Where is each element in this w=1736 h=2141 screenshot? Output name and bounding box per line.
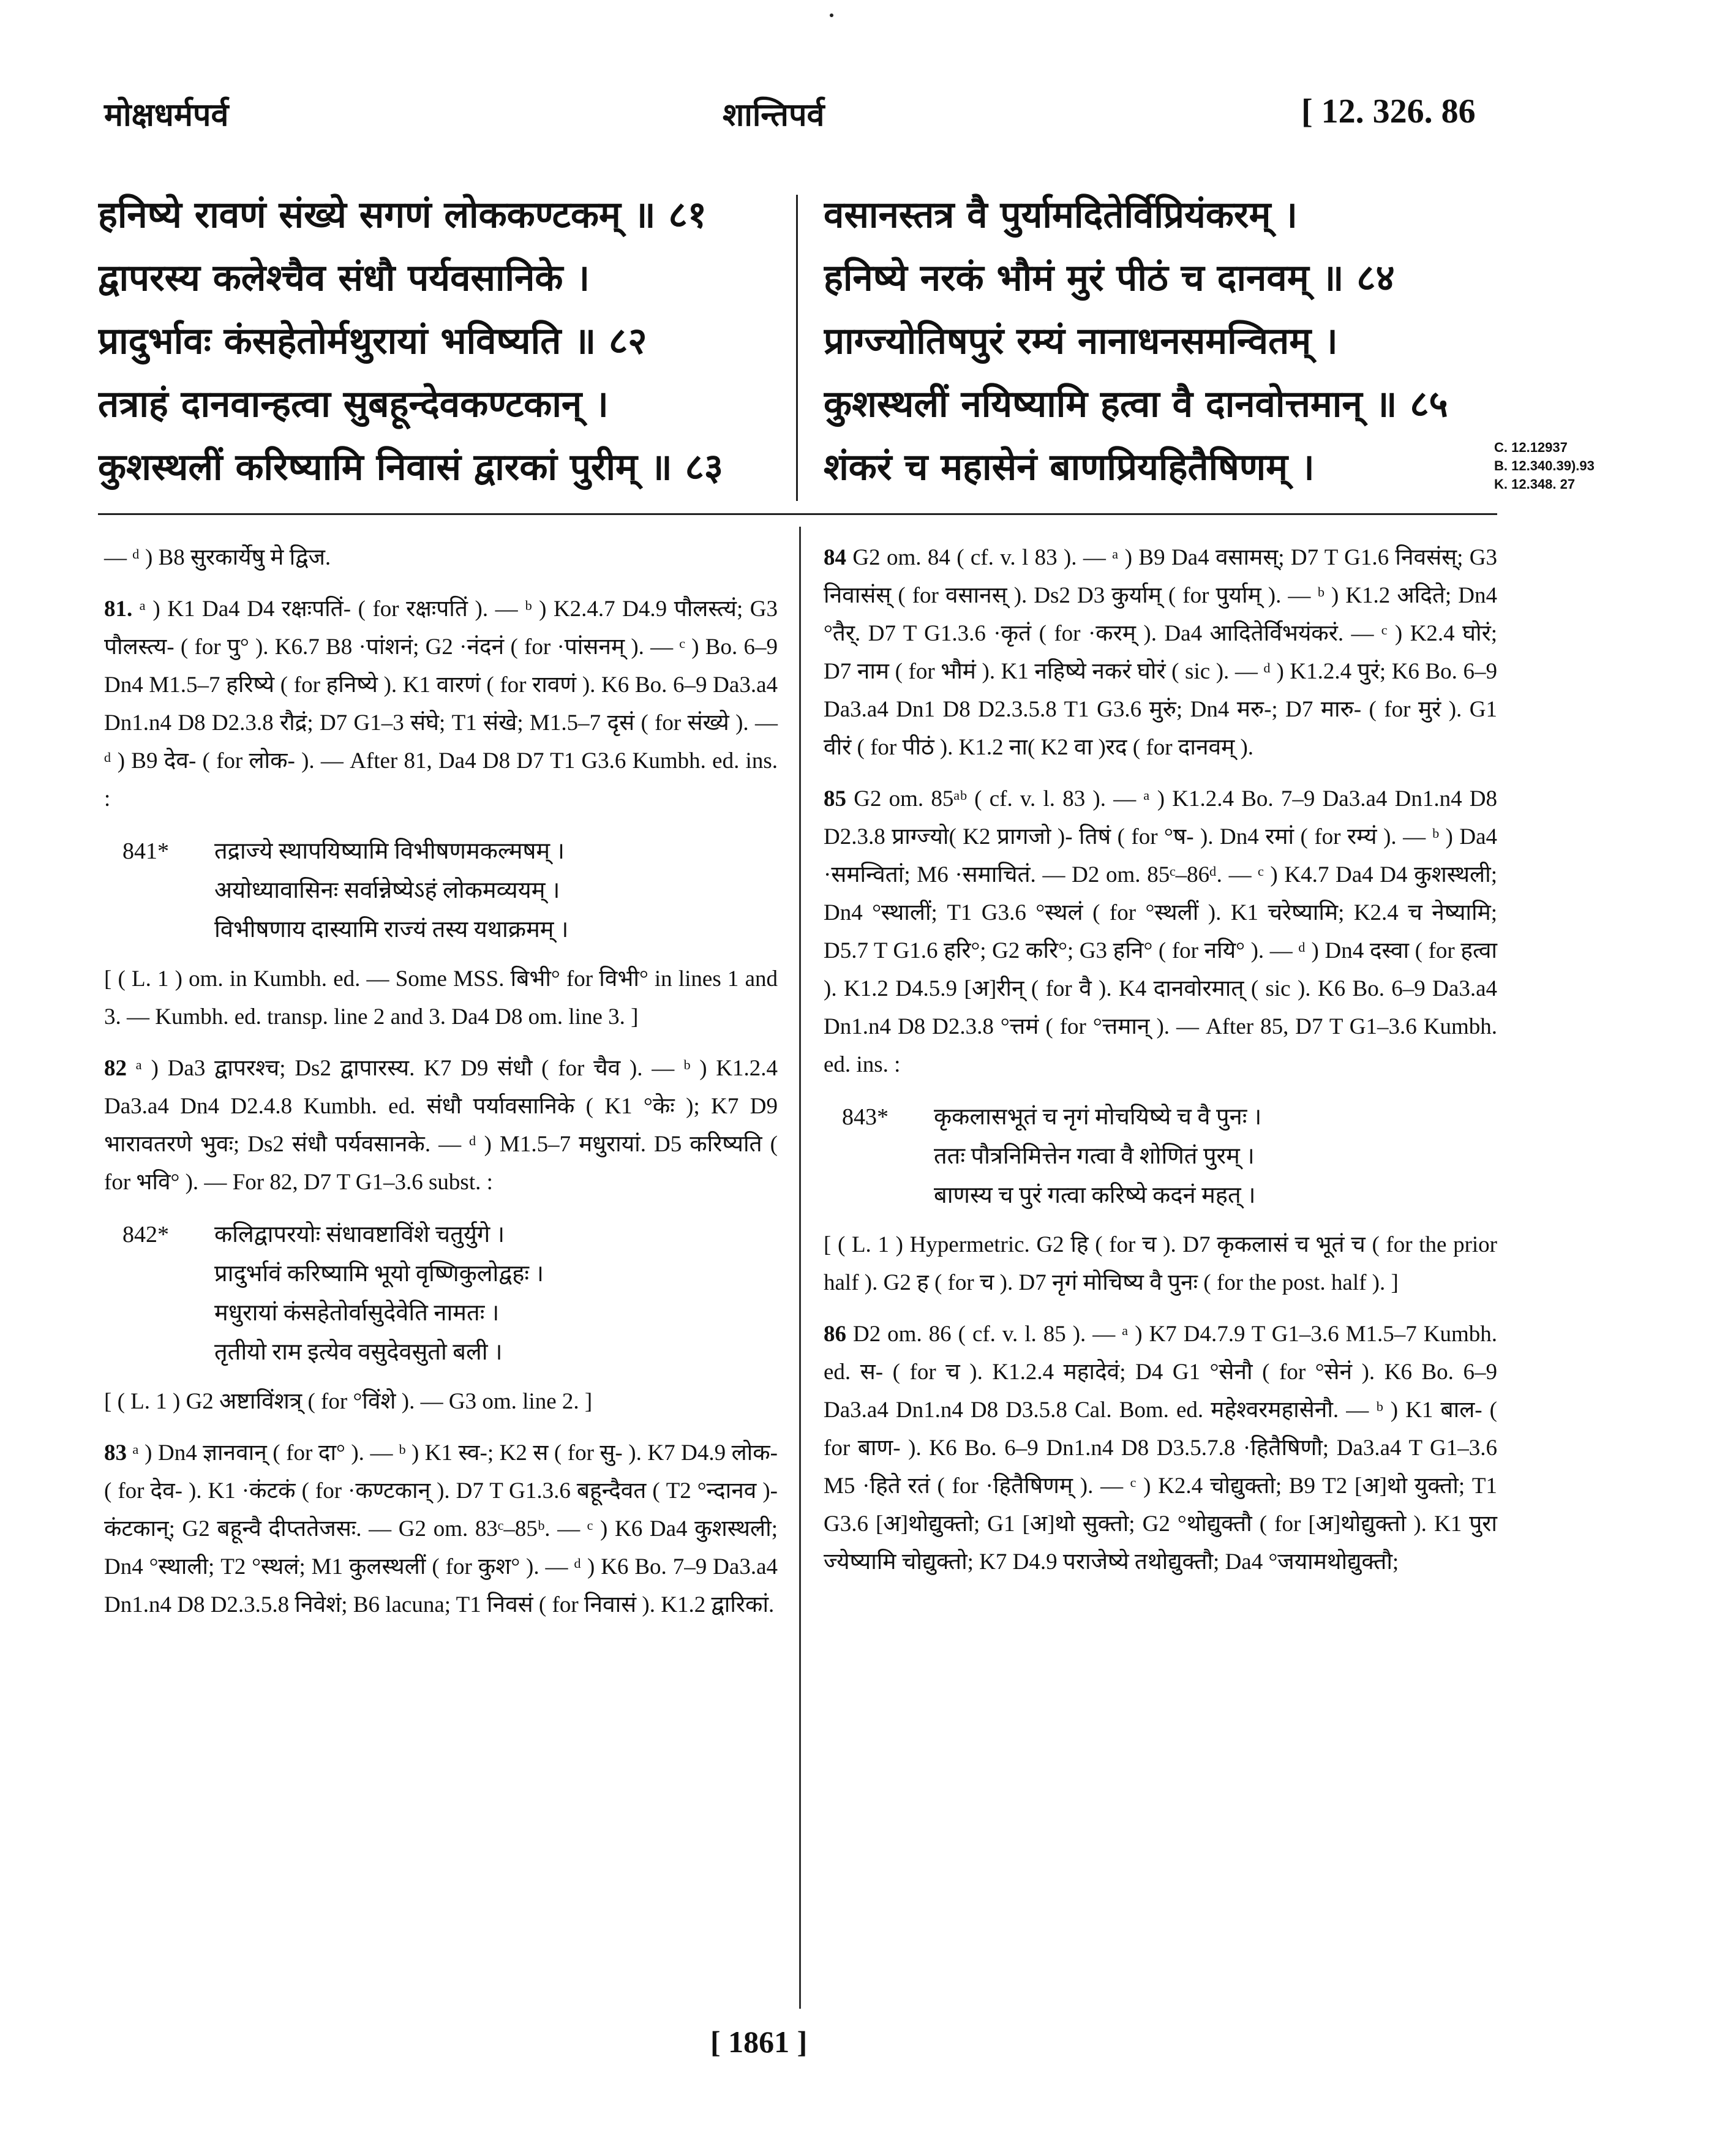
note-text: ᵃ ) Dn4 ज्ञानवान् ( for दा° ). — ᵇ ) K1 स्व-; K2 स ( for सु- ). K7 D4.9 लोक- ( for देव- ). K1 ·कंटकं ( for ·कण्टकान् ). D7 T G1.3.6 बहून्दैवत ( T2 °न्दानव )- कंटकान्; G2 बहून्वै दीप्ततेजसः. — G2 om. 83ᶜ–85ᵇ. — ᶜ ) K6 Da4 कुशस्थली; Dn4 °स्थाली; T2 °स्थलं; M1 कुलस्थलीं ( for कुश° ). — ᵈ ) K6 Bo. 7–9 Da3.a4 Dn1.n4 D8 D2.3.5.8 निवेशं; B6 lacuna; T1 निवसं ( for निवासं ). K1.2 द्वारिकां.	[104, 1440, 778, 1617]
verse-line: वसानस्तत्र वै पुर्यामदितेर्विप्रियंकरम् ।	[824, 194, 1298, 236]
insertion-line: ततः पौत्रनिमित्तेन गत्वा वै शोणितं पुरम् ।	[934, 1143, 1255, 1169]
note-text: G2 om. 85ᵃᵇ ( cf. v. l. 83 ). — ᵃ ) K1.2.4 Bo. 7–9 Da3.a4 Dn1.n4 D8 D2.3.8 प्राग्ज्यो( K2 प्रागजो )- तिषं ( for °ष- ). Dn4 रमां ( for रम्यं ). — ᵇ ) Da4 ·समन्वितां; M6 ·समाचितं. — D2 om. 85ᶜ–86ᵈ. — ᶜ ) K4.7 Da4 D4 कुशस्थली; Dn4 °स्थालीं; T1 G3.6 °स्थलं ( for °स्थलीं ). K1 चरेष्यामि; K2.4 च नेष्यामि; D5.7 T G1.6 हरि°; G2 करि°; G3 हनि° ( for नयि° ). — ᵈ ) Dn4 दस्वा ( for हत्वा ). K1.2 D4.5.9 [अ]रीन् ( for वै ). K4 दानवोरमात् ( sic ). K6 Bo. 6–9 Da3.a4 Dn1.n4 D8 D2.3.8 °त्तमं ( for °त्तमान् ). — After 85, D7 T G1–3.6 Kumbh. ed. ins. :	[824, 786, 1497, 1077]
note-86	[824, 1315, 1497, 1581]
header-parvan-title: शान्तिपर्व	[723, 96, 825, 134]
apparatus-column-left	[104, 539, 778, 1638]
concordance-calcutta: C. 12.12937	[1494, 440, 1568, 455]
insertion-line: प्रादुर्भावं करिष्यामि भूयो वृष्णिकुलोद्वहः ।	[214, 1261, 544, 1287]
stray-mark	[830, 13, 833, 17]
note-80d: — ᵈ ) B8 सुरकार्येषु मे द्विज.	[104, 545, 331, 570]
note-number: 82	[104, 1056, 127, 1081]
verse-line: हनिष्ये रावणं संख्ये सगणं लोककण्टकम् ॥ ८१	[98, 194, 707, 236]
note-text: ᵃ ) Da3 द्वापरश्च; Ds2 द्वापारस्य. K7 D9 संधौ ( for चैव ). — ᵇ ) K1.2.4 Da3.a4 Dn4 D2.4.8 Kumbh. ed. संधौ पर्यावसानिके ( K1 °केः ); K7 D9 भारावतरणे भुवः; Ds2 संधौ पर्यवसानके. — ᵈ ) M1.5–7 मधुरायां. D5 करिष्यति ( for भवि° ). — For 82, D7 T G1–3.6 subst. :	[104, 1056, 778, 1195]
insertion-label: 842*	[122, 1222, 169, 1247]
insertion-line: तृतीयो राम इत्येव वसुदेवसुतो बली ।	[214, 1339, 503, 1365]
concordance-kumbhakonam: K. 12.348. 27	[1494, 476, 1576, 492]
verse-line: कुशस्थलीं नयिष्यामि हत्वा वै दानवोत्तमान् ॥ ८५	[824, 383, 1448, 426]
note-text: D2 om. 86 ( cf. v. l. 85 ). — ᵃ ) K7 D4.7.9 T G1–3.6 M1.5–7 Kumbh. ed. स- ( for च ). K1.2.4 महादेवं; D4 G1 °सेनौ ( for °सेनं ). K6 Bo. 6–9 Da3.a4 Dn1.n4 D8 D3.5.8 Cal. Bom. ed. महेश्वरमहासेनौ. — ᵇ ) K1 बाल- ( for बाण- ). K6 Bo. 6–9 Dn1.n4 D8 D3.5.7.8 ·हितैषिणौ; Da3.a4 T G1–3.6 M5 ·हिते रतं ( for ·हितैषिणम् ). — ᶜ ) K2.4 चोद्युक्तो; B9 T2 [अ]थो युक्तो; T1 G3.6 [अ]थोद्युक्तो; G1 [अ]थो सुक्तो; G2 °थोद्युक्तौ ( for [अ]थोद्युक्तो ). K1 पुरा ज्येष्यामि चोद्युक्तो; K7 D4.9 पराजेष्ये तथोद्युक्तौ; Da4 °जयामथोद्युक्तौ;	[824, 1322, 1498, 1575]
insertion-line: विभीषणाय दास्यामि राज्यं तस्य यथाक्रमम् ।	[214, 917, 569, 943]
insertion-line: कलिद्वापरयोः संधावष्टाविंशे चतुर्युगे ।	[214, 1222, 505, 1247]
insertion-label: 841*	[122, 838, 169, 864]
note-83	[104, 1434, 778, 1624]
insertion-note-843: [ ( L. 1 ) Hypermetric. G2 हि ( for च ). D7 कृकलासं च भूतं च ( for the prior half ). G2 ह ( for च ). D7 नृगं मोचिष्य वै पुनः ( for the post. half ). ]	[824, 1232, 1497, 1295]
horizontal-rule	[98, 513, 1497, 515]
header-section-title: मोक्षधर्मपर्व	[104, 96, 229, 134]
insertion-line: बाणस्य च पुरं गत्वा करिष्ये कदनं महत् ।	[934, 1183, 1256, 1208]
note-85	[824, 780, 1497, 1084]
note-number: 84	[824, 545, 846, 570]
apparatus-column-right	[824, 539, 1497, 1595]
note-number: 85	[824, 786, 846, 811]
note-number: 83	[104, 1440, 127, 1466]
insertion-line: अयोध्यावासिनः सर्वान्नेष्येऽहं लोकमव्ययम् ।	[214, 878, 560, 903]
insertion-841	[104, 832, 778, 949]
verse-column-right	[824, 184, 1497, 499]
note-number: 81.	[104, 596, 133, 622]
page-number: [ 1861 ]	[710, 2025, 808, 2059]
note-text: ᵃ ) K1 Da4 D4 रक्षःपतिं- ( for रक्षःपतिं ). — ᵇ ) K2.4.7 D4.9 पौलस्त्यं; G3 पौलस्त्य- ( for पु° ). K6.7 B8 ·पांशनं; G2 ·नंदनं ( for ·पांसनम् ). — ᶜ ) Bo. 6–9 Dn4 M1.5–7 हरिष्ये ( for हनिष्ये ). K1 वारणं ( for रावणं ). K6 Bo. 6–9 Da3.a4 Dn1.n4 D8 D2.3.8 रौद्रं; D7 G1–3 संघे; T1 संखे; M1.5–7 दृसं ( for संख्ये ). — ᵈ ) B9 देव- ( for लोक- ). — After 81, Da4 D8 D7 T1 G3.6 Kumbh. ed. ins. :	[104, 596, 778, 811]
header-reference: [ 12. 326. 86	[1301, 92, 1476, 130]
verse-line: प्रादुर्भावः कंसहेतोर्मथुरायां भविष्यति ॥ ८२	[98, 320, 647, 363]
insertion-843	[824, 1097, 1497, 1215]
verse-line: हनिष्ये नरकं भौमं मुरं पीठं च दानवम् ॥ ८४	[824, 257, 1395, 299]
insertion-842	[104, 1215, 778, 1372]
insertion-note-842: [ ( L. 1 ) G2 अष्टाविंशत्र् ( for °विंशे ). — G3 om. line 2. ]	[104, 1389, 593, 1414]
note-81	[104, 590, 778, 818]
note-number: 86	[824, 1322, 846, 1347]
note-82	[104, 1050, 778, 1202]
verse-line: कुशस्थलीं करिष्यामि निवासं द्वारकां पुरीम् ॥ ८३	[98, 446, 724, 489]
concordance-bombay: B. 12.340.39).93	[1494, 458, 1595, 473]
verse-line: तत्राहं दानवान्हत्वा सुबहून्देवकण्टकान् ।	[98, 383, 609, 426]
insertion-line: कृकलासभूतं च नृगं मोचयिष्ये च वै पुनः ।	[934, 1104, 1262, 1130]
verse-line: द्वापरस्य कलेश्चैव संधौ पर्यवसानिके ।	[98, 257, 590, 299]
note-84	[824, 539, 1497, 767]
notes-column-divider	[799, 527, 801, 2009]
insertion-line: तद्राज्ये स्थापयिष्यामि विभीषणमकल्मषम् ।	[214, 838, 565, 864]
concordance-note	[1494, 438, 1595, 494]
insertion-note-841: [ ( L. 1 ) om. in Kumbh. ed. — Some MSS. बिभी° for विभी° in lines 1 and 3. — Kumbh. ed. transp. line 2 and 3. Da4 D8 om. line 3. ]	[104, 966, 778, 1029]
verse-column-divider	[796, 195, 798, 501]
note-text: G2 om. 84 ( cf. v. l 83 ). — ᵃ ) B9 Da4 वसामस्; D7 T G1.6 निवसंस्; G3 निवासंस् ( for वसानस् ). Ds2 D3 कुर्याम् ( for पुर्याम् ). — ᵇ ) K1.2 अदिते; Dn4 °तैर्. D7 T G1.3.6 ·कृतं ( for ·करम् ). Da4 आदितेर्विभयंकरं. — ᶜ ) K2.4 घोरं; D7 नाम ( for भौमं ). K1 नहिष्ये नकरं घोरं ( sic ). — ᵈ ) K1.2.4 पुरं; K6 Bo. 6–9 Da3.a4 Dn1 D8 D2.3.5.8 T1 G3.6 मुरुं; Dn4 मरु-; D7 मारु- ( for मुरं ). G1 वीरं ( for पीठं ). K1.2 ना( K2 वा )रद ( for दानवम् ).	[824, 545, 1498, 760]
verse-line: प्राग्ज्योतिषपुरं रम्यं नानाधनसमन्वितम् ।	[824, 320, 1338, 363]
verse-column-left	[98, 184, 802, 499]
insertion-label: 843*	[842, 1104, 889, 1130]
verse-line: शंकरं च महासेनं बाणप्रियहितैषिणम् ।	[824, 446, 1315, 489]
insertion-line: मधुरायां कंसहेतोर्वासुदेवेति नामतः ।	[214, 1300, 500, 1326]
